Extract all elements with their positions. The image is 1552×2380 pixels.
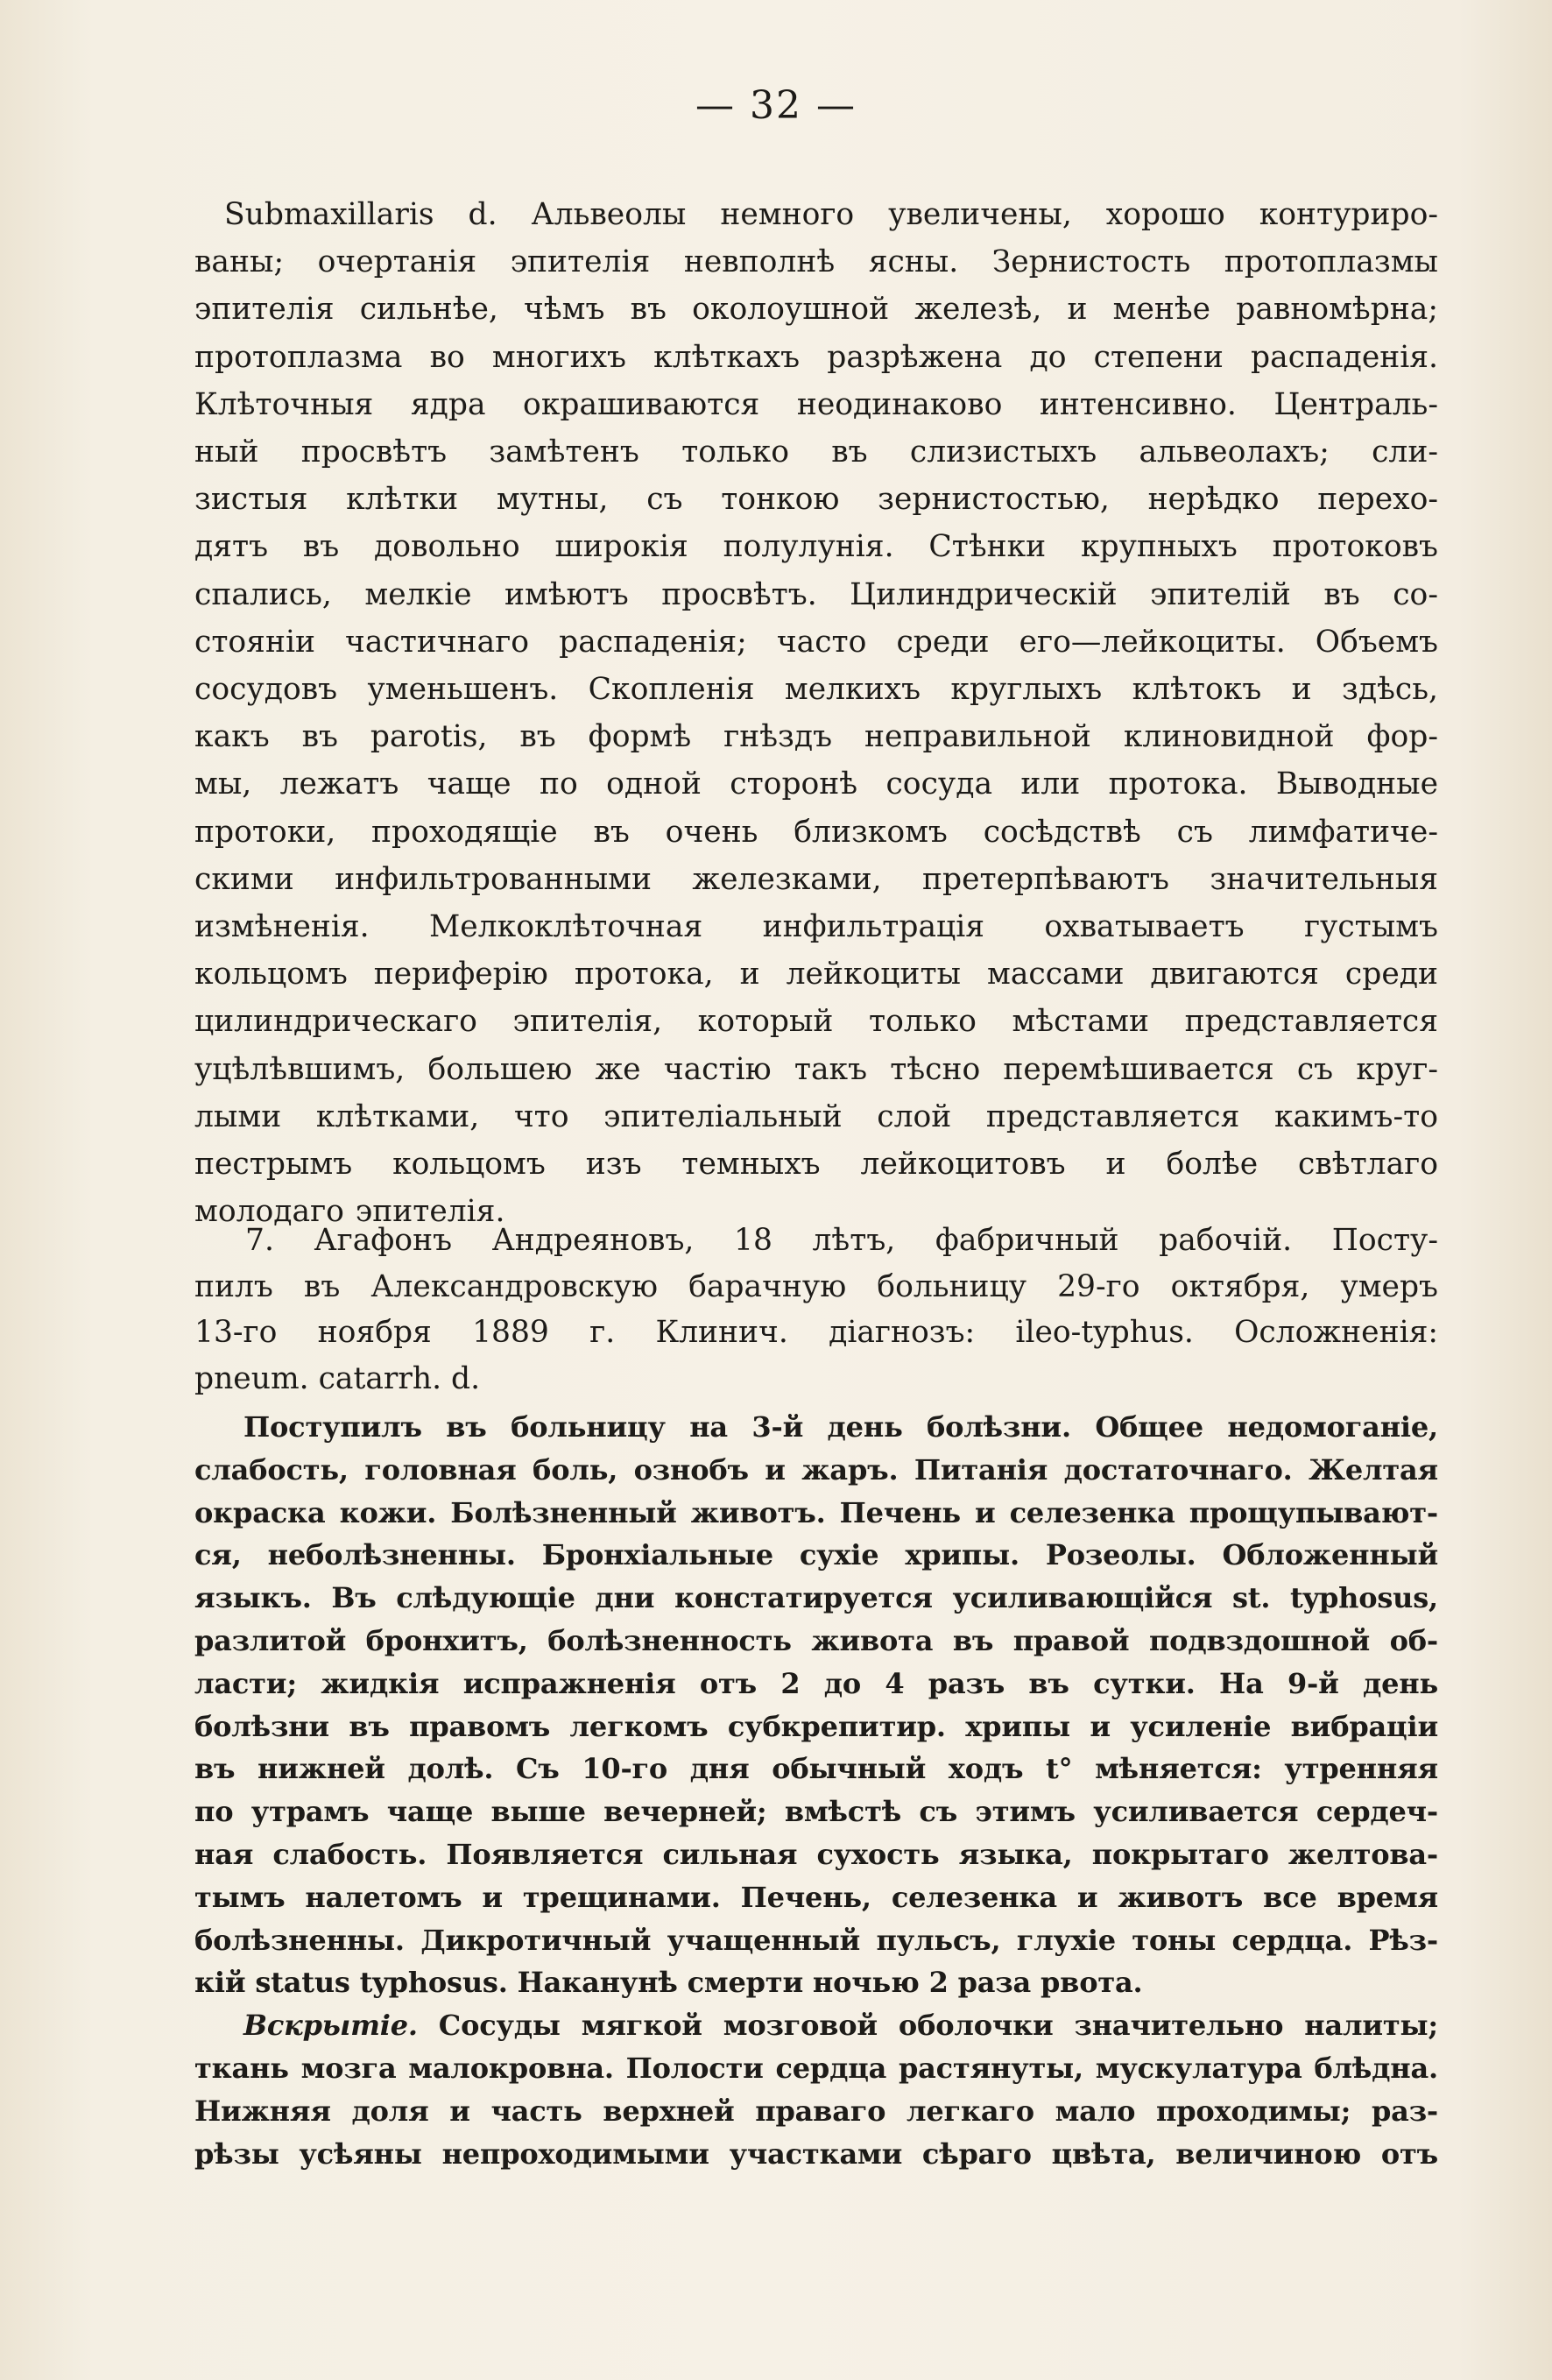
- text-fragment: Сосуды мягкой мозговой оболочки значительно налиты;: [417, 2009, 1438, 2043]
- text-line: спались, мелкіе имѣютъ просвѣтъ. Цилиндрическій эпителій въ со-: [194, 576, 1438, 612]
- text-line: Нижняя доля и часть верхней праваго легкаго мало проходимы; раз-: [194, 2094, 1438, 2128]
- text-line: ласти; жидкія испражненія отъ 2 до 4 разъ въ сутки. На 9-й день: [194, 1666, 1438, 1700]
- text-line: какъ въ parotis, въ формѣ гнѣздъ неправильной клиновидной фор-: [194, 719, 1438, 755]
- text-line: лыми клѣтками, что эпителіальный слой представляется какимъ-то: [194, 1098, 1438, 1134]
- text-line: мы, лежатъ чаще по одной сторонѣ сосуда или протока. Выводные: [194, 766, 1438, 802]
- text-line: кій status typhosus. Наканунѣ смерти ночью 2 раза рвота.: [194, 1966, 1143, 2000]
- text-line: болѣзненны. Дикротичный учащенный пульсъ, глухіе тоны сердца. Рѣз-: [194, 1923, 1438, 1957]
- text-line: болѣзни въ правомъ легкомъ субкрепитир. хрипы и усиленіе вибраціи: [194, 1709, 1438, 1743]
- text-line: окраска кожи. Болѣзненный животъ. Печень и селезенка прощупывают-: [194, 1495, 1438, 1529]
- text-line: слабость, головная боль, ознобъ и жаръ. Питанія достаточнаго. Желтая: [194, 1452, 1438, 1487]
- paragraph-case-7-history: [194, 1406, 1438, 2175]
- text-line: по утрамъ чаще выше вечерней; вмѣстѣ съ этимъ усиливается сердеч-: [194, 1795, 1438, 1829]
- text-line: Submaxillaris d. Альвеолы немного увеличены, хорошо контуриро-: [224, 197, 1438, 232]
- text-line: молодаго эпителія.: [194, 1194, 505, 1230]
- text-line: дятъ въ довольно широкія полулунія. Стѣнки крупныхъ протоковъ: [194, 529, 1438, 565]
- text-line: разлитой бронхитъ, болѣзненность живота въ правой подвздошной об-: [194, 1623, 1438, 1657]
- text-line: сосудовъ уменьшенъ. Скопленія мелкихъ круглыхъ клѣтокъ и здѣсь,: [194, 672, 1438, 708]
- text-line: 7. Агафонъ Андреяновъ, 18 лѣтъ, фабричный рабочій. Посту-: [245, 1223, 1438, 1258]
- text-line: протоки, проходящіе въ очень близкомъ сосѣдствѣ съ лимфатиче-: [194, 814, 1438, 850]
- text-line: pneum. catarrh. d.: [194, 1360, 481, 1396]
- text-line: языкъ. Въ слѣдующіе дни констатируется усиливающійся st. typhosus,: [194, 1581, 1438, 1615]
- text-line: зистыя клѣтки мутны, съ тонкою зернистостью, нерѣдко перехо-: [194, 482, 1438, 518]
- text-line: Клѣточныя ядра окрашиваются неодинаково интенсивно. Централь-: [194, 386, 1438, 422]
- paragraph-submaxillaris: [194, 191, 1438, 1235]
- text-line: ный просвѣтъ замѣтенъ только въ слизистыхъ альвеолахъ; сли-: [194, 434, 1438, 470]
- text-line: скими инфильтрованными железками, претерпѣваютъ значительныя: [194, 861, 1438, 897]
- text-line: въ нижней долѣ. Съ 10-го дня обычный ходъ t° мѣняется: утренняя: [194, 1752, 1438, 1786]
- autopsy-heading: Вскрытіе.: [243, 2009, 418, 2043]
- text-line: пилъ въ Александровскую барачную больницу 29-го октября, умеръ: [194, 1268, 1438, 1304]
- text-line: [194, 2004, 1438, 2047]
- text-line: стояніи частичнаго распаденія; часто среди его—лейкоциты. Объемъ: [194, 624, 1438, 660]
- text-line: измѣненія. Мелкоклѣточная инфильтрація охватываетъ густымъ: [194, 909, 1438, 945]
- text-line: рѣзы усѣяны непроходимыми участками сѣраго цвѣта, величиною отъ: [194, 2136, 1438, 2171]
- text-line: уцѣлѣвшимъ, большею же частію такъ тѣсно перемѣшивается съ круг-: [194, 1051, 1438, 1087]
- paragraph-case-7-header: [194, 1218, 1438, 1402]
- text-line: ся, неболѣзненны. Бронхіальные сухіе хрипы. Розеолы. Обложенный: [194, 1538, 1438, 1572]
- text-line: ваны; очертанія эпителія невполнѣ ясны. Зернистость протоплазмы: [194, 244, 1438, 280]
- text-line: протоплазма во многихъ клѣткахъ разрѣжена до степени распаденія.: [194, 339, 1438, 375]
- text-line: Поступилъ въ больницу на 3-й день болѣзни. Общее недомоганіе,: [243, 1410, 1438, 1444]
- text-line: ткань мозга малокровна. Полости сердца растянуты, мускулатура блѣдна.: [194, 2051, 1438, 2085]
- page-number: — 32 —: [695, 83, 857, 128]
- text-line: ная слабость. Появляется сильная сухость языка, покрытаго желтова-: [194, 1837, 1438, 1871]
- text-line: цилиндрическаго эпителія, который только мѣстами представляется: [194, 1004, 1438, 1040]
- text-line: тымъ налетомъ и трещинами. Печень, селезенка и животъ все время: [194, 1880, 1438, 1914]
- text-line: пестрымъ кольцомъ изъ темныхъ лейкоцитовъ и болѣе свѣтлаго: [194, 1147, 1438, 1183]
- text-line: эпителія сильнѣе, чѣмъ въ околоушной железѣ, и менѣе равномѣрна;: [194, 292, 1438, 328]
- text-line: кольцомъ периферію протока, и лейкоциты массами двигаются среди: [194, 957, 1438, 992]
- text-line: 13-го ноября 1889 г. Клинич. діагнозъ: ileo-typhus. Осложненія:: [194, 1315, 1438, 1350]
